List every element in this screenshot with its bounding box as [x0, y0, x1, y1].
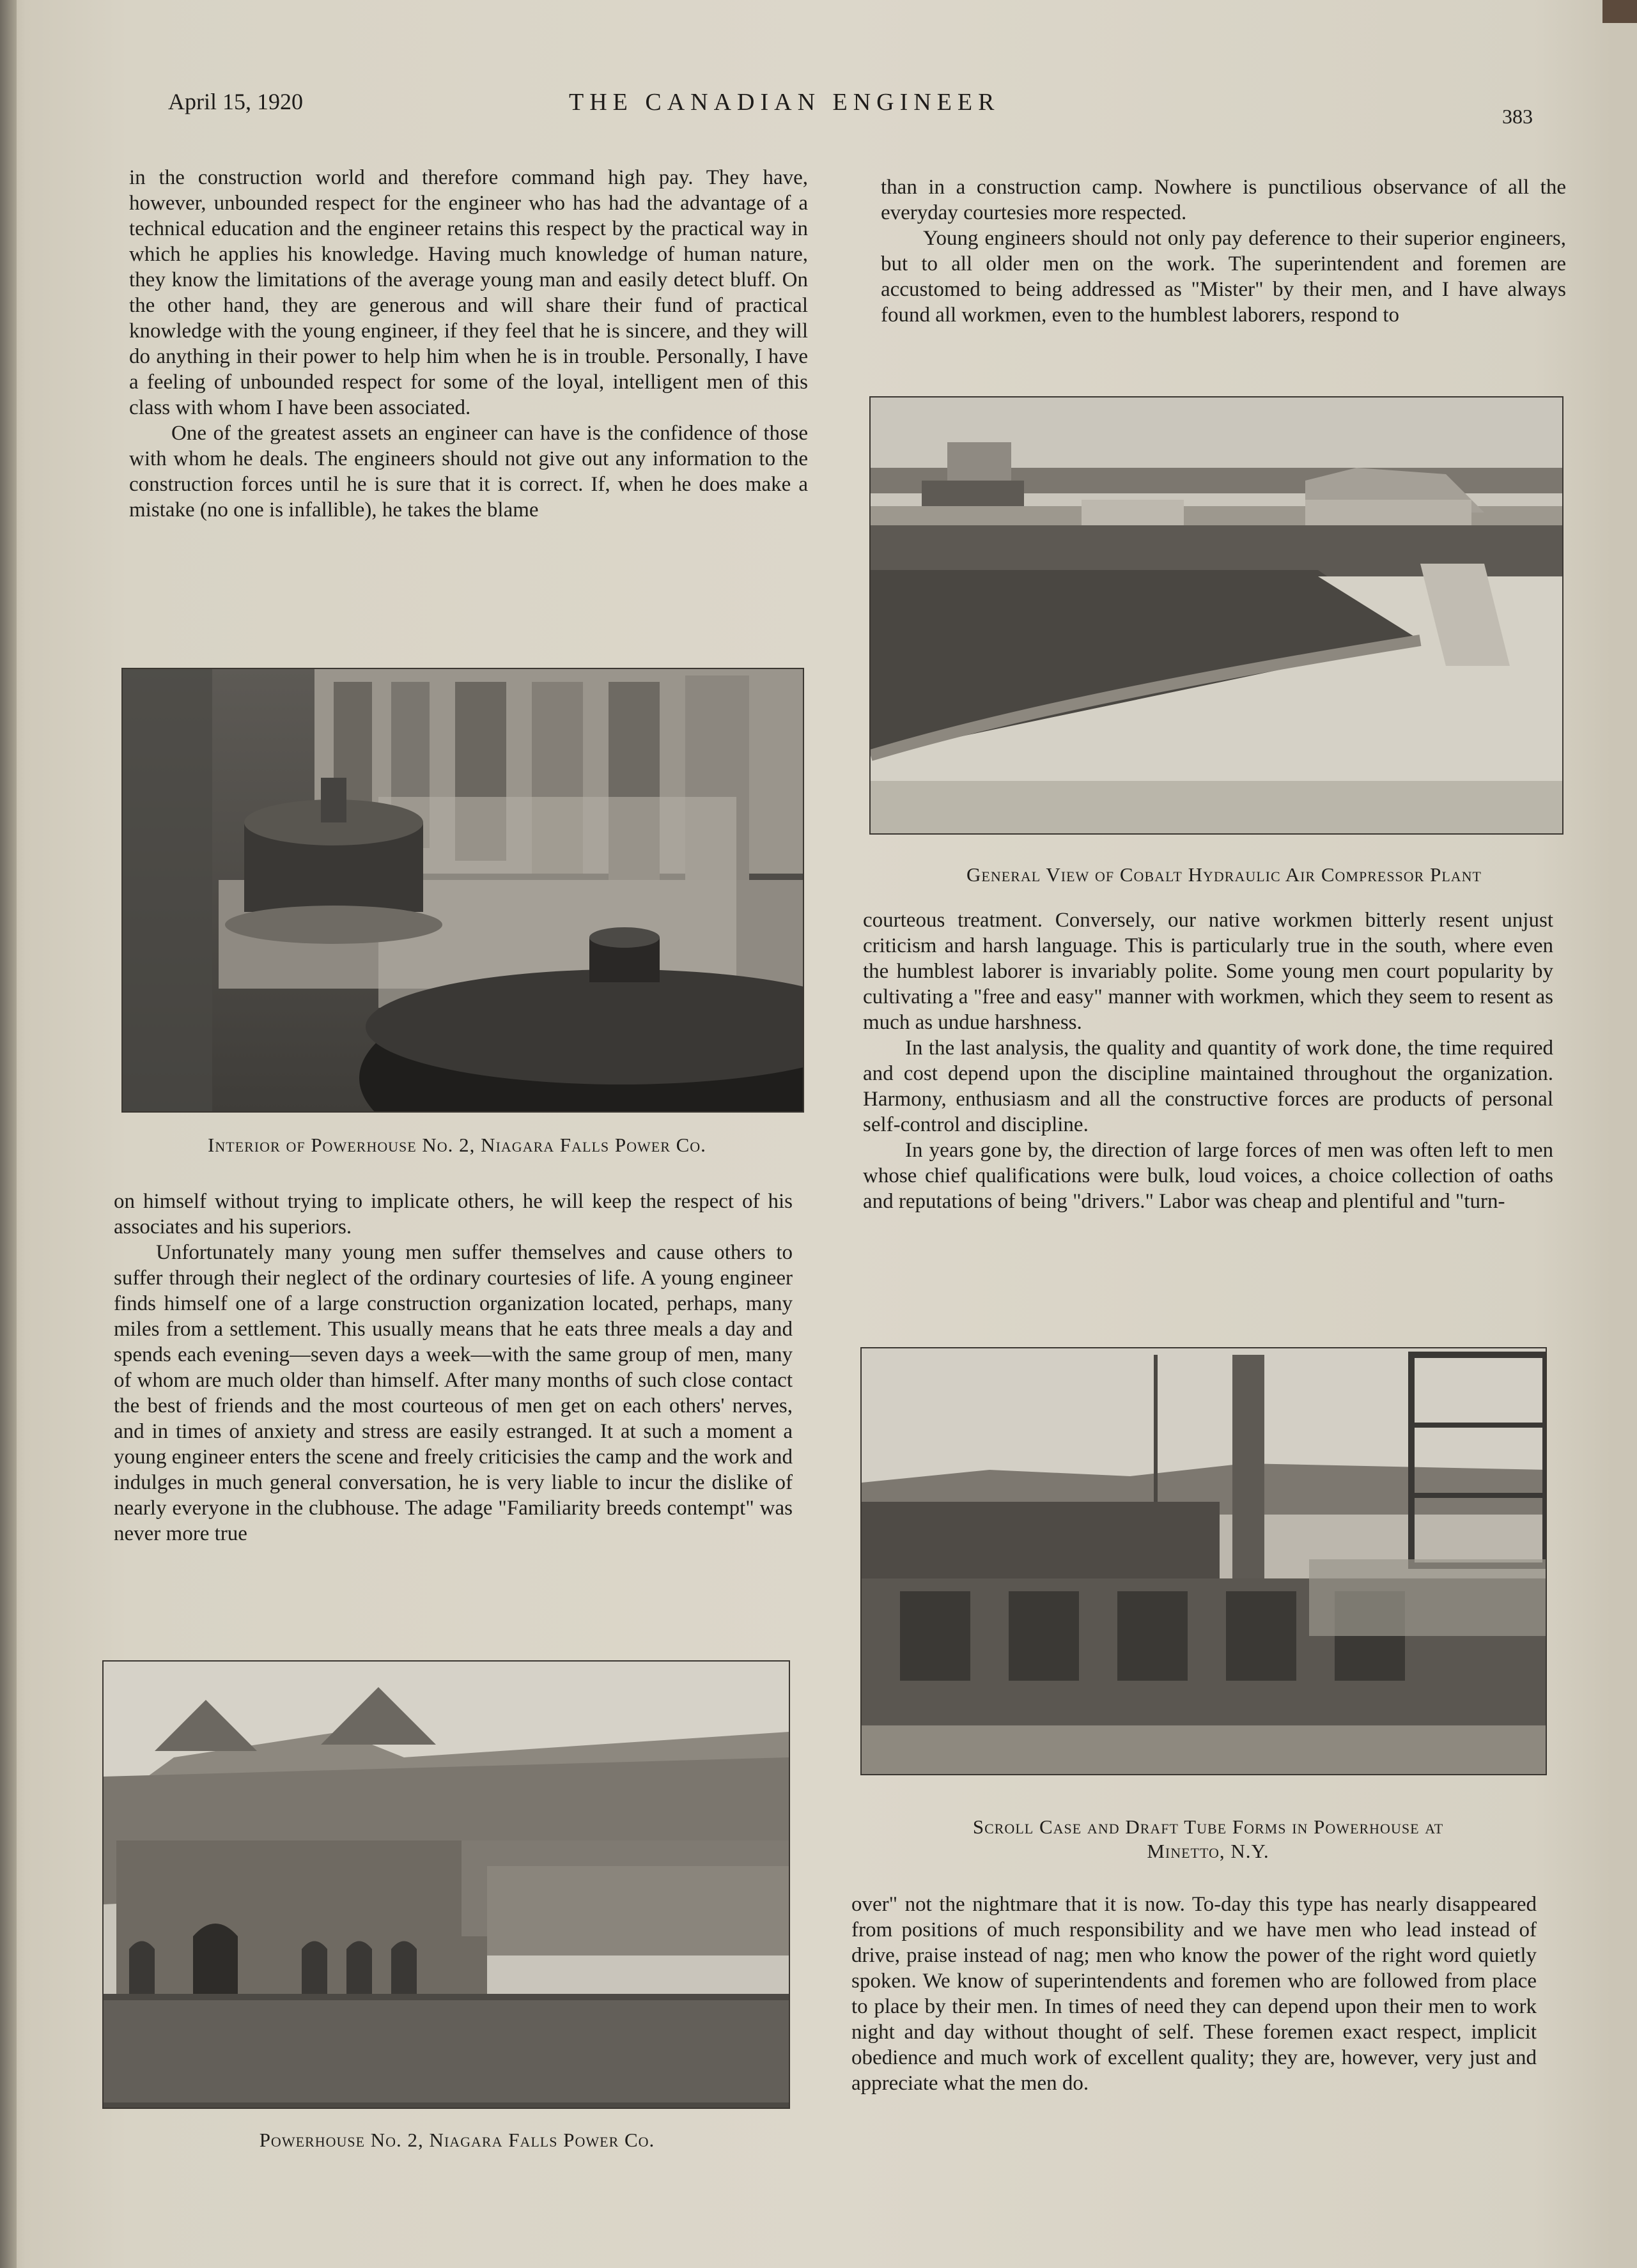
- paragraph: Young engineers should not only pay deference to their superior engineers, but to all older men on the work. The superintendent and foremen are accustomed to being addressed as "Mister" by their men, and I have always found all workmen, even to the humblest laborers, respond to: [881, 227, 1566, 327]
- paragraph: One of the greatest assets an engineer can have is the confidence of those with whom he deals. The engineers should not give out any information to the construction forces until he is sure that it is correct. If, when he does make a mistake (no one is infallible), he takes the blame: [129, 422, 808, 521]
- caption-interior-photo: Interior of Powerhouse No. 2, Niagara Falls Power Co.: [208, 1134, 706, 1156]
- cobalt-photo-image: [871, 397, 1562, 833]
- caption-scroll-case-photo: [857, 1815, 1560, 1863]
- photo-cobalt-compressor-plant: [869, 396, 1563, 835]
- right-text-block-3: [851, 1892, 1537, 2096]
- paragraph: on himself without trying to implicate others, he will keep the respect of his associates and his superiors.: [114, 1190, 793, 1238]
- page-number: 383: [1502, 105, 1533, 128]
- binding-gutter: [0, 0, 17, 2268]
- paragraph: in the construction world and therefore command high pay. They have, however, unbounded respect for the engineer who has had the advantage of a technical education and the engineer retains this respect by the practical way in which he applies his knowledge. Having much knowledge of human nature, they know the limitations of the average young man and easily detect bluff. On the other hand, they are generous and will share their fund of practical knowledge with the young engineer, if they feel that he is sincere, and they will do anything in their power to help him when he is in trouble. Personally, I have a feeling of unbounded respect for some of the loyal, intelligent men of this class with whom I have been associated.: [129, 166, 808, 419]
- issue-date: April 15, 1920: [168, 89, 303, 114]
- paragraph: In the last analysis, the quality and quantity of work done, the time required and cost depend upon the discipline maintained throughout the organization. Harmony, enthusiasm and all the constructive forces are products of personal self-control and discipline.: [863, 1037, 1553, 1136]
- photo-powerhouse-exterior: [102, 1660, 790, 2109]
- caption-cobalt-photo: General View of Cobalt Hydraulic Air Compressor Plant: [966, 863, 1482, 886]
- page-corner-shadow: [1602, 0, 1637, 23]
- paragraph: Unfortunately many young men suffer themselves and cause others to suffer through their neglect of the ordinary courtesies of life. A young engineer finds himself one of a large construction organization located, perhaps, many miles from a settlement. This usually means that he eats three meals a day and spends each evening—seven days a week—with the same group of men, many of whom are much older than himself. After many months of such close contact the best of friends and the most courteous of men get on each others' nerves, and in times of anxiety and stress are easily estranged. It at such a moment a young engineer enters the scene and freely criticisies the camp and the work and indulges in much general conversation, he is very liable to incur the dislike of nearly everyone in the clubhouse. The adage "Familiarity breeds contempt" was never more true: [114, 1241, 793, 1545]
- caption-powerhouse-photo: Powerhouse No. 2, Niagara Falls Power Co.: [259, 2129, 655, 2151]
- photo-interior-powerhouse: [121, 668, 804, 1113]
- caption-line-1: Scroll Case and Draft Tube Forms in Powerhouse at: [972, 1816, 1444, 1838]
- powerhouse-photo-image: [104, 1662, 789, 2108]
- left-text-block-1: [129, 165, 808, 523]
- paragraph: over" not the nightmare that it is now. To-day this type has nearly disappeared from positions of much responsibility and we have men who lead instead of drive, praise instead of nag; men who know the power of the right word quietly spoken. We know of superintendents and foremen who are followed from place to place by their men. In times of need they can depend upon their men to work night and day without thought of self. These foremen exact respect, implicit obedience and much work of excellent quality; they are, however, very just and appreciate what the men do.: [851, 1893, 1537, 2095]
- left-text-block-2: [114, 1189, 793, 1547]
- right-text-block-1: [881, 174, 1566, 328]
- paragraph: than in a construction camp. Nowhere is punctilious observance of all the everyday courtesies more respected.: [881, 176, 1566, 224]
- right-text-block-2: [863, 907, 1553, 1214]
- paragraph: In years gone by, the direction of large forces of men was often left to men whose chief qualifications were bulk, loud voices, a choice collection of oaths and reputations of being "drivers." Labor was cheap and plentiful and "turn-: [863, 1139, 1553, 1213]
- paragraph: courteous treatment. Conversely, our native workmen bitterly resent unjust criticism and harsh language. This is particularly true in the south, where even the humblest laborer is invariably polite. Some young men court popularity by cultivating a "free and easy" manner with workmen, which they seem to resent as much as undue harshness.: [863, 909, 1553, 1034]
- scroll-case-photo-image: [862, 1348, 1546, 1774]
- journal-title: THE CANADIAN ENGINEER: [569, 89, 1000, 116]
- interior-photo-image: [123, 669, 803, 1111]
- photo-scroll-case-forms: [860, 1347, 1547, 1775]
- caption-line-2: Minetto, N.Y.: [1147, 1840, 1269, 1862]
